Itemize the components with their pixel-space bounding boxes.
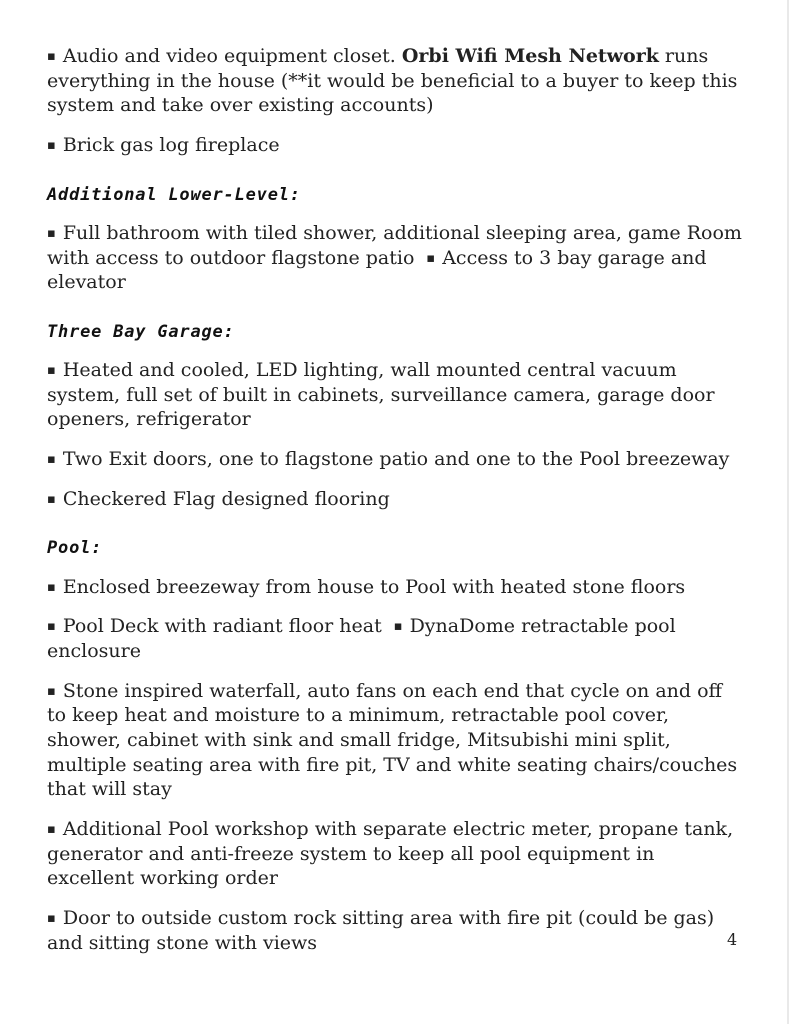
document-content [47, 44, 747, 970]
bullet-icon: ▪ [47, 225, 56, 241]
bullet-icon: ▪ [47, 138, 56, 154]
bullet-icon: ▪ [393, 619, 403, 635]
body-text: Full bathroom with tiled shower, additional sleeping area, game Room with access to outdoor flagstone patio [47, 221, 742, 269]
body-text: runs everything in the house (**it would be beneficial to a buyer to keep this system and take over existing accounts) [47, 45, 738, 117]
body-text: Enclosed breezeway from house to Pool with heated stone floors [62, 575, 686, 598]
body-text: Checkered Flag designed flooring [62, 487, 390, 510]
bold-text: Orbi Wifi Mesh Network [401, 45, 659, 67]
bullet-icon: ▪ [426, 250, 436, 266]
bullet-paragraph [47, 817, 747, 891]
body-text: Pool Deck with radiant floor heat [62, 615, 382, 638]
bullet-icon: ▪ [47, 911, 56, 927]
page-number: 4 [727, 930, 738, 949]
section-heading: Pool: [47, 538, 103, 559]
bullet-icon: ▪ [47, 619, 56, 635]
bullet-icon: ▪ [47, 579, 56, 595]
section-heading: Additional Lower-Level: [47, 184, 301, 205]
body-text: Two Exit doors, one to flagstone patio and one to the Pool breezeway [62, 448, 730, 471]
bullet-paragraph [47, 221, 747, 295]
bullet-icon: ▪ [47, 822, 56, 838]
bullet-paragraph [47, 358, 747, 432]
bullet-icon: ▪ [47, 452, 56, 468]
body-text: Audio and video equipment closet. [62, 45, 402, 67]
bullet-paragraph [47, 133, 747, 158]
bullet-paragraph [47, 447, 747, 472]
body-text: Heated and cooled, LED lighting, wall mounted central vacuum system, full set of built in cabinets, surveillance camera, garage door openers, refrigerator [47, 359, 715, 431]
bullet-paragraph [47, 679, 747, 802]
page-edge-line [787, 0, 789, 1024]
body-text: Brick gas log fireplace [62, 134, 280, 157]
body-text: Stone inspired waterfall, auto fans on each end that cycle on and off to keep heat and moisture to a minimum, retractable pool cover, shower, cabinet with sink and small fridge, Mitsubishi mini split, multiple seating area with fire pit, TV and white seating chairs/couches that will stay [47, 679, 738, 801]
body-text: DynaDome retractable pool enclosure [47, 615, 676, 662]
bullet-paragraph [47, 487, 747, 512]
body-text: Door to outside custom rock sitting area with fire pit (could be gas) and sitting stone with views [47, 907, 715, 954]
body-text: Access to 3 bay garage and elevator [47, 246, 707, 294]
bullet-icon: ▪ [47, 49, 56, 64]
bullet-paragraph [47, 575, 747, 600]
bullet-icon: ▪ [47, 491, 56, 507]
bullet-icon: ▪ [47, 363, 56, 378]
bullet-paragraph [47, 614, 747, 663]
bullet-icon: ▪ [47, 683, 56, 699]
bullet-paragraph [47, 44, 747, 118]
bullet-paragraph [47, 906, 747, 955]
body-text: Additional Pool workshop with separate electric meter, propane tank, generator and anti-freeze system to keep all pool equipment in excellent working order [47, 818, 734, 890]
section-heading: Three Bay Garage: [47, 321, 235, 342]
